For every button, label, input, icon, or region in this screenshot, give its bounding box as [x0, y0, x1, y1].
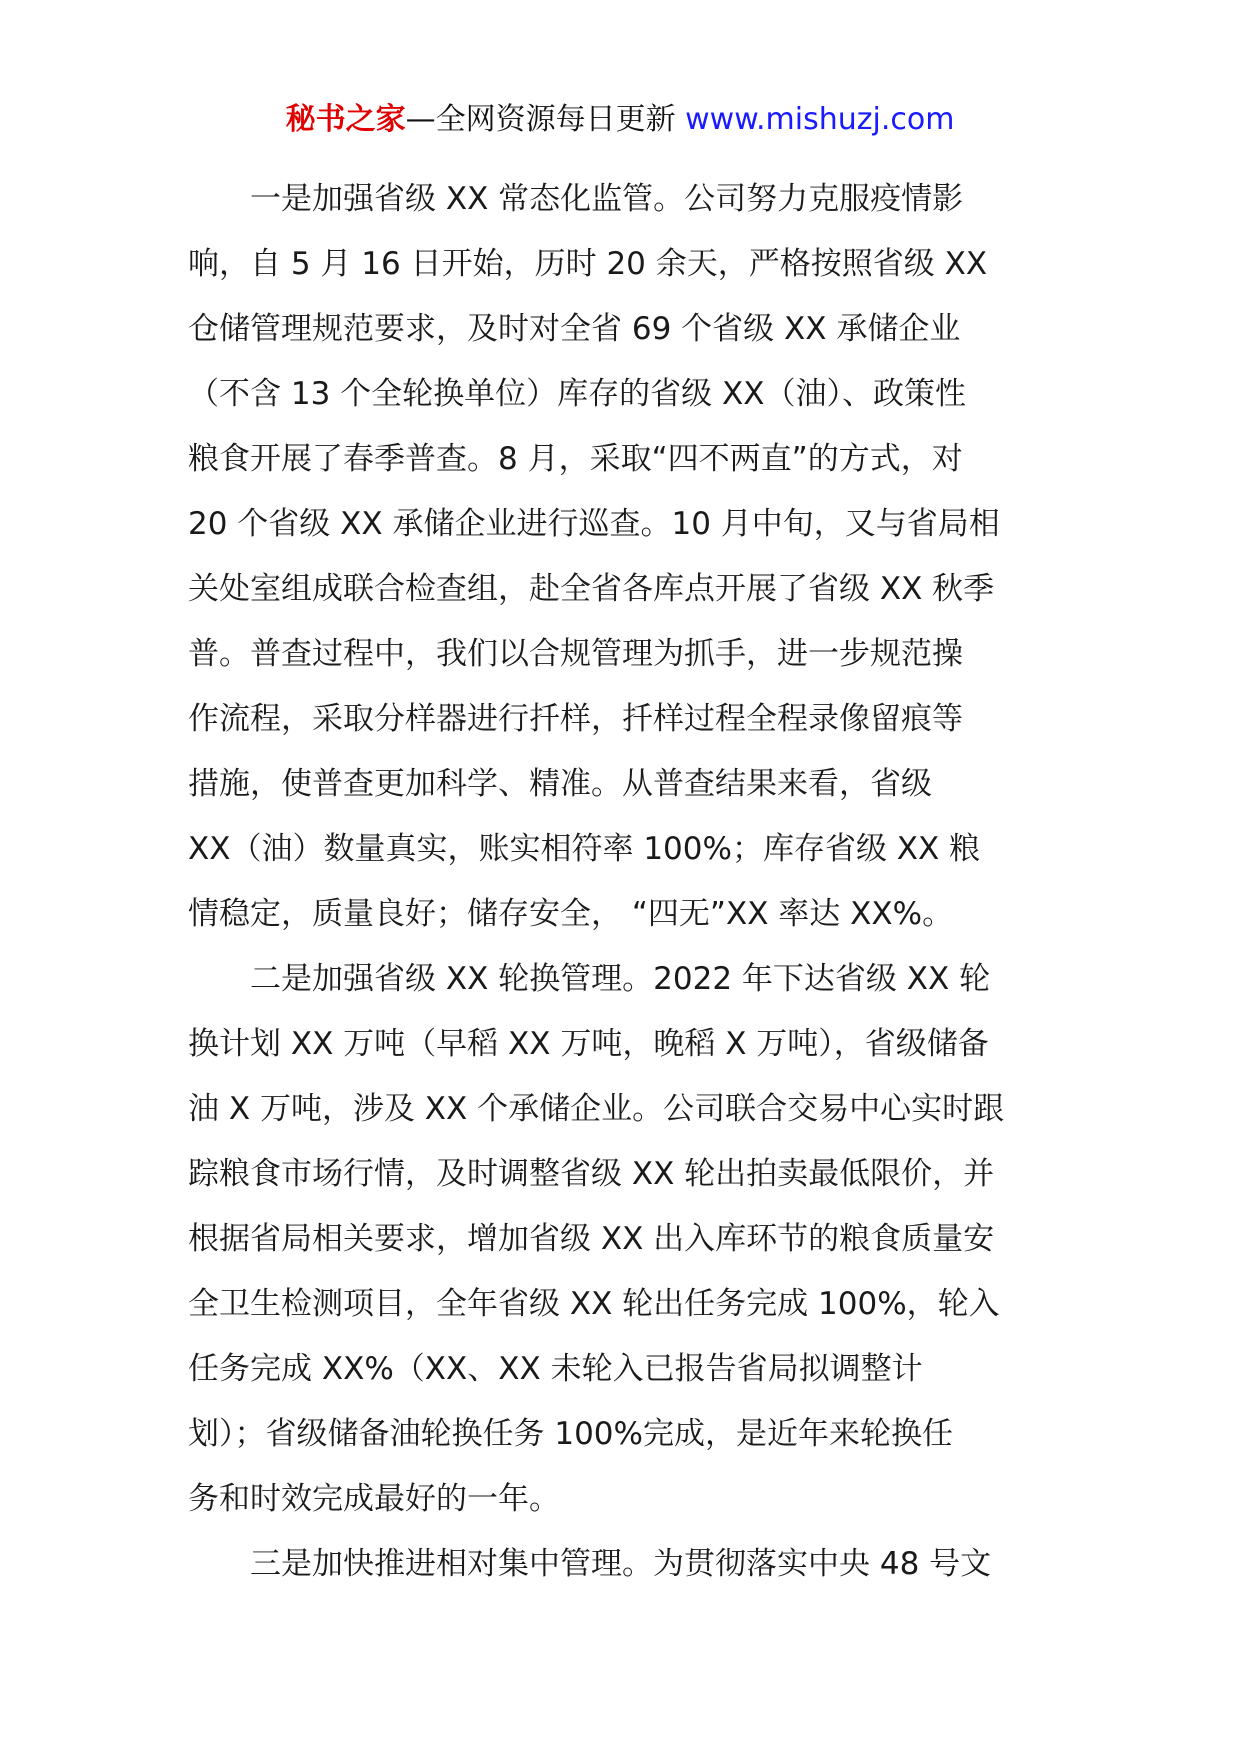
paragraph-line: XX（油）数量真实，账实相符率 100%；库存省级 XX 粮	[188, 831, 981, 867]
paragraph-line: 全卫生检测项目，全年省级 XX 轮出任务完成 100%，轮入	[188, 1286, 1000, 1322]
paragraph-line: 油 X 万吨，涉及 XX 个承储企业。公司联合交易中心实时跟	[188, 1091, 1005, 1127]
paragraph-line: 20 个省级 XX 承储企业进行巡查。10 月中旬，又与省局相	[188, 506, 1000, 542]
paragraph-line: （不含 13 个全轮换单位）库存的省级 XX（油）、政策性	[188, 376, 966, 412]
document-body	[188, 167, 1060, 1597]
paragraph-line: 响，自 5 月 16 日开始，历时 20 余天，严格按照省级 XX	[188, 246, 988, 282]
paragraph-line: 仓储管理规范要求，及时对全省 69 个省级 XX 承储企业	[188, 311, 961, 347]
paragraph-line: 一是加强省级 XX 常态化监管。公司努力克服疫情影	[250, 181, 964, 217]
paragraph-line: 务和时效完成最好的一年。	[188, 1481, 560, 1517]
paragraph-line: 措施，使普查更加科学、精准。从普查结果来看，省级	[188, 766, 932, 802]
paragraph-line: 作流程，采取分样器进行扦样，扦样过程全程录像留痕等	[188, 701, 963, 737]
site-tagline: —全网资源每日更新	[405, 102, 676, 137]
paragraph-line: 普。普查过程中，我们以合规管理为抓手，进一步规范操	[188, 636, 963, 672]
paragraph-line: 踪粮食市场行情，及时调整省级 XX 轮出拍卖最低限价，并	[188, 1156, 995, 1192]
paragraph-line: 关处室组成联合检查组，赴全省各库点开展了省级 XX 秋季	[188, 571, 995, 607]
paragraph-2	[188, 947, 1060, 1532]
paragraph-line: 二是加强省级 XX 轮换管理。2022 年下达省级 XX 轮	[250, 961, 991, 997]
paragraph-line: 情稳定，质量良好；储存安全， “四无”XX 率达 XX%。	[188, 896, 954, 932]
paragraph-line: 三是加快推进相对集中管理。为贯彻落实中央 48 号文	[250, 1546, 992, 1582]
paragraph-line: 划）；省级储备油轮换任务 100%完成，是近年来轮换任	[188, 1416, 953, 1452]
paragraph-line: 根据省局相关要求，增加省级 XX 出入库环节的粮食质量安	[188, 1221, 995, 1257]
site-brand: 秘书之家	[285, 102, 406, 137]
paragraph-line: 任务完成 XX%（XX、XX 未轮入已报告省局拟调整计	[188, 1351, 923, 1387]
page-header	[0, 100, 1240, 140]
paragraph-line: 换计划 XX 万吨（早稻 XX 万吨，晚稻 X 万吨），省级储备	[188, 1026, 989, 1062]
paragraph-1	[188, 167, 1060, 947]
site-url-link[interactable]: www.mishuzj.com	[685, 102, 955, 137]
paragraph-line: 粮食开展了春季普查。8 月，采取“四不两直”的方式，对	[188, 441, 963, 477]
paragraph-3	[188, 1532, 1060, 1597]
